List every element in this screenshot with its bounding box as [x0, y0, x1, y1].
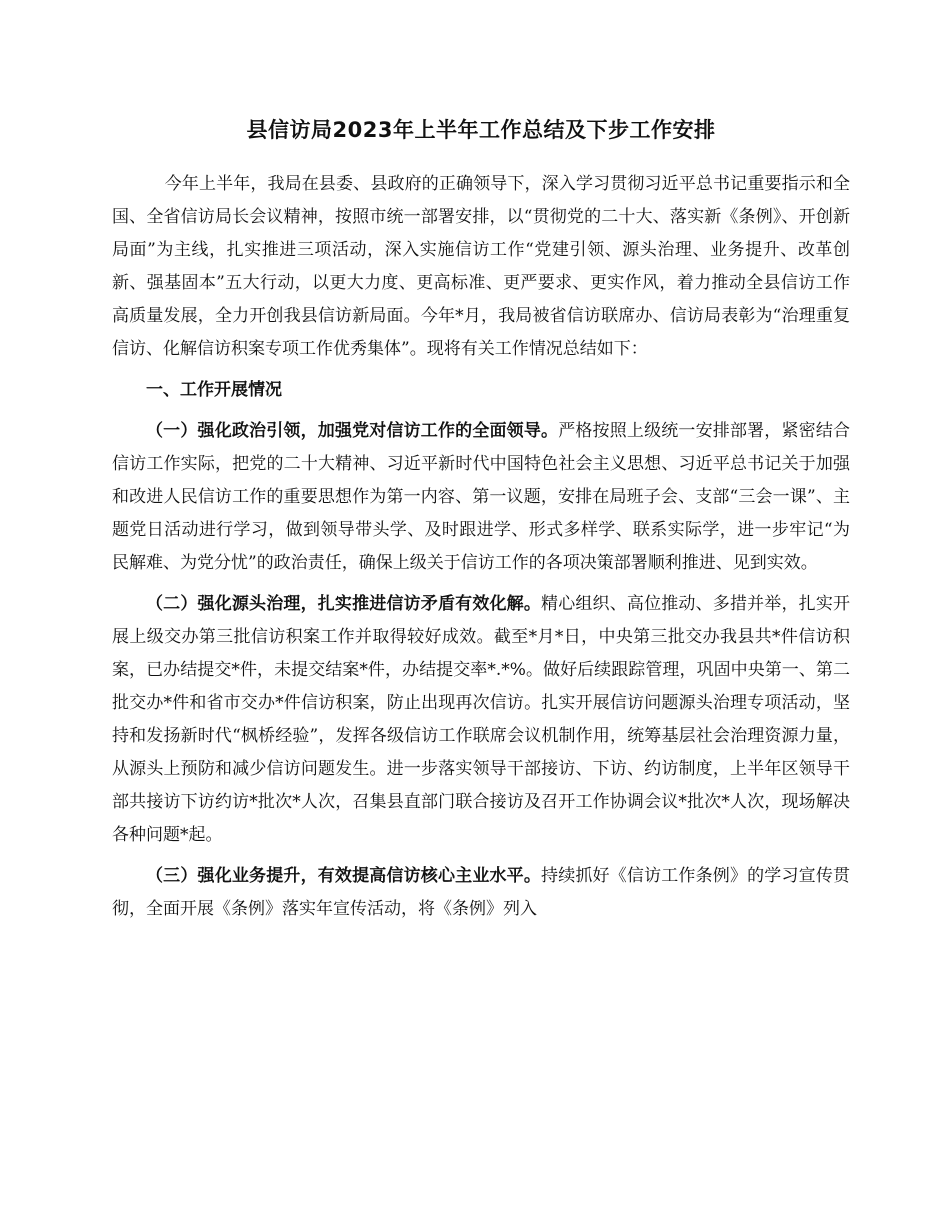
- section-paragraph-1: [112, 415, 850, 580]
- section-body-2: 精心组织、高位推动、多措并举，扎实开展上级交办第三批信访积案工作并取得较好成效。截至*月*日，中央第三批交办我县共*件信访积案，已办结提交*件，未提交结案*件，办结提交率*.*%。做好后续跟踪管理，巩固中央第一、第二批交办*件和省市交办*件信访积案，防止出现再次信访。扎实开展信访问题源头治理专项活动，坚持和发扬新时代“枫桥经验”，发挥各级信访工作联席会议机制作用，统筹基层社会治理资源力量，从源头上预防和减少信访问题发生。进一步落实领导干部接访、下访、约访制度，上半年区领导干部共接访下访约访*批次*人次，召集县直部门联合接访及召开工作协调会议*批次*人次，现场解决各种问题*起。: [112, 594, 851, 845]
- intro-paragraph: 今年上半年，我局在县委、县政府的正确领导下，深入学习贯彻习近平总书记重要指示和全国、全省信访局长会议精神，按照市统一部署安排，以“贯彻党的二十大、落实新《条例》、开创新局面”为主线，扎实推进三项活动，深入实施信访工作“党建引领、源头治理、业务提升、改革创新、强基固本”五大行动，以更大力度、更高标准、更严要求、更实作风，着力推动全县信访工作高质量发展，全力开创我县信访新局面。今年*月，我局被省信访联席办、信访局表彰为“治理重复信访、化解信访积案专项工作优秀集体”。现将有关工作情况总结如下：: [112, 174, 850, 359]
- section-heading-1: 一、工作开展情况: [146, 380, 282, 400]
- section-body-3: 持续抓好《信访工作条例》的学习宣传贯彻，全面开展《条例》落实年宣传活动，将《条例》列入: [112, 866, 851, 919]
- section-lead-3: （三）强化业务提升，有效提高信访核心主业水平。: [146, 866, 542, 886]
- section-lead-2: （二）强化源头治理，扎实推进信访矛盾有效化解。: [146, 594, 542, 614]
- document-title: 县信访局2023年上半年工作总结及下步工作安排: [246, 118, 716, 142]
- section-paragraph-2: [112, 588, 850, 852]
- section-lead-1: （一）强化政治引领，加强党对信访工作的全面领导。: [146, 421, 559, 441]
- section-paragraph-3: [112, 860, 850, 926]
- document-page: [112, 112, 850, 926]
- section-body-1: 严格按照上级统一安排部署，紧密结合信访工作实际，把党的二十大精神、习近平新时代中国特色社会主义思想、习近平总书记关于加强和改进人民信访工作的重要思想作为第一内容、第一议题，安排在局班子会、支部“三会一课”、主题党日活动进行学习，做到领导带头学、及时跟进学、形式多样学、联系实际学，进一步牢记“为民解难、为党分忧”的政治责任，确保上级关于信访工作的各项决策部署顺利推进、见到实效。: [112, 421, 851, 573]
